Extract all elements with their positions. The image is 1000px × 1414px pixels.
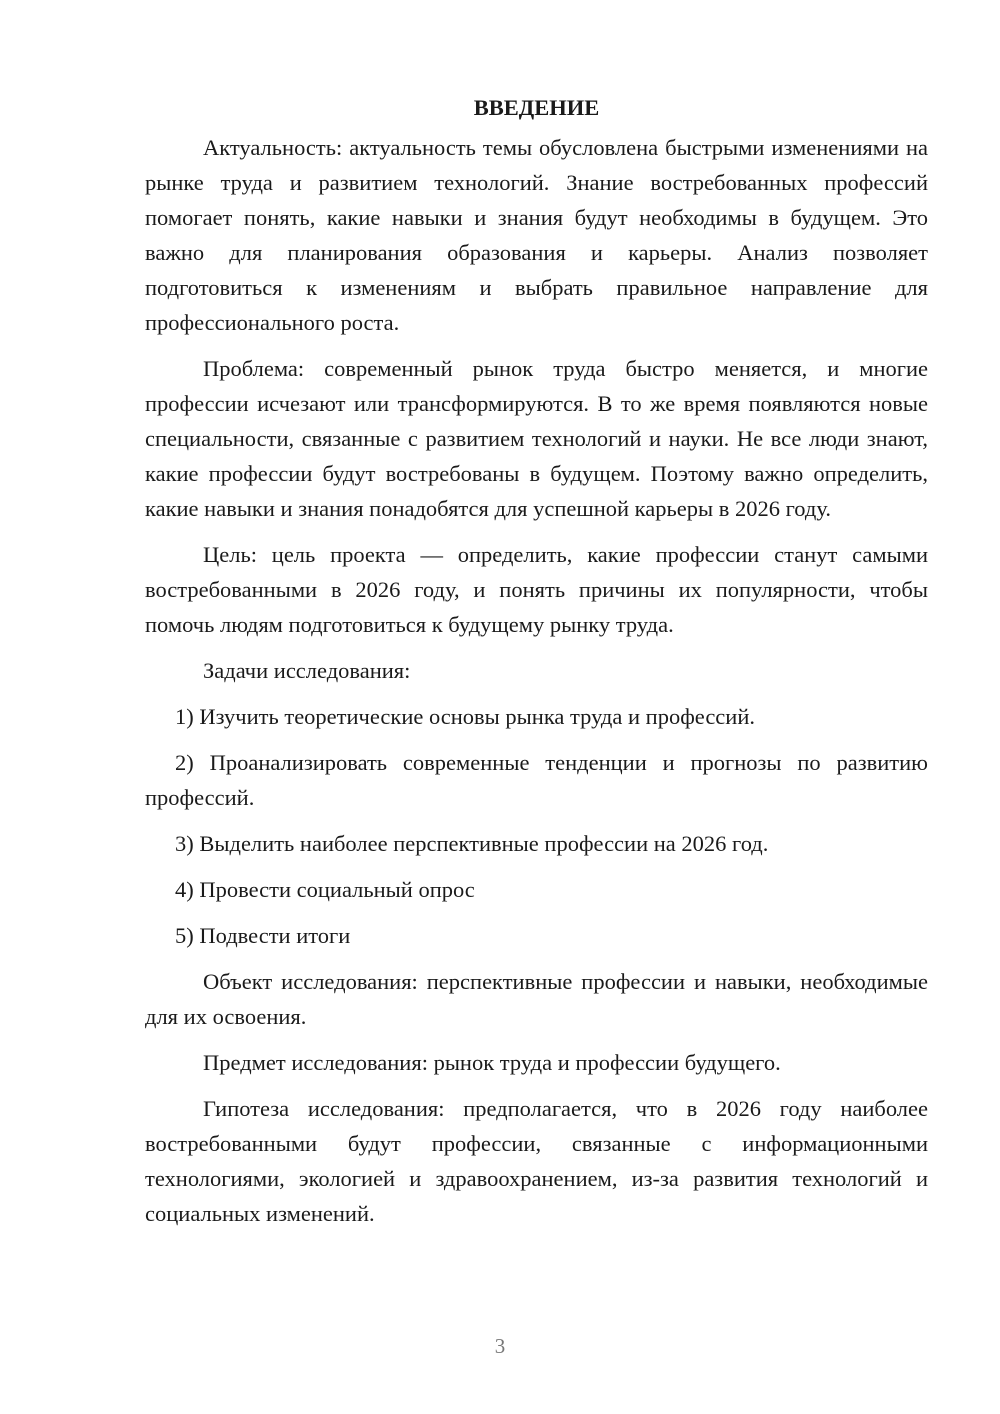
task-item-3: 3) Выделить наиболее перспективные профессии на 2026 год. bbox=[175, 831, 769, 856]
task-item-1: 1) Изучить теоретические основы рынка труда и профессий. bbox=[175, 704, 756, 729]
goal-paragraph: Цель: цель проекта — определить, какие профессии станут самыми востребованными в 2026 году, и понять причины их популярности, чтобы помочь людям подготовиться к будущему рынку труда. bbox=[145, 542, 928, 637]
tasks-heading: Задачи исследования: bbox=[203, 658, 411, 683]
task-item-4: 4) Провести социальный опрос bbox=[175, 877, 475, 902]
page-content bbox=[145, 90, 928, 1231]
task-item-5: 5) Подвести итоги bbox=[175, 923, 351, 948]
hypothesis-paragraph: Гипотеза исследования: предполагается, что в 2026 году наиболее востребованными будут профессии, связанные с информационными технологиями, экологией и здравоохранением, из-за развития технологий и социальных изменений. bbox=[145, 1096, 928, 1226]
problem-paragraph: Проблема: современный рынок труда быстро меняется, и многие профессии исчезают или трансформируются. В то же время появляются новые специальности, связанные с развитием технологий и науки. Не все люди знают, какие профессии будут востребованы в будущем. Поэтому важно определить, какие навыки и знания понадобятся для успешной карьеры в 2026 году. bbox=[145, 356, 928, 521]
page-number: 3 bbox=[494, 1334, 506, 1358]
subject-paragraph: Предмет исследования: рынок труда и профессии будущего. bbox=[203, 1050, 781, 1075]
relevance-paragraph: Актуальность: актуальность темы обусловлена быстрыми изменениями на рынке труда и развитием технологий. Знание востребованных профессий помогает понять, какие навыки и знания будут необходимы в будущем. Это важно для планирования образования и карьеры. Анализ позволяет подготовиться к изменениям и выбрать правильное направление для профессионального роста. bbox=[145, 135, 928, 335]
section-title: ВВЕДЕНИЕ bbox=[473, 95, 600, 120]
object-paragraph: Объект исследования: перспективные профессии и навыки, необходимые для их освоения. bbox=[145, 969, 928, 1029]
task-item-2: 2) Проанализировать современные тенденции и прогнозы по развитию профессий. bbox=[145, 750, 928, 810]
